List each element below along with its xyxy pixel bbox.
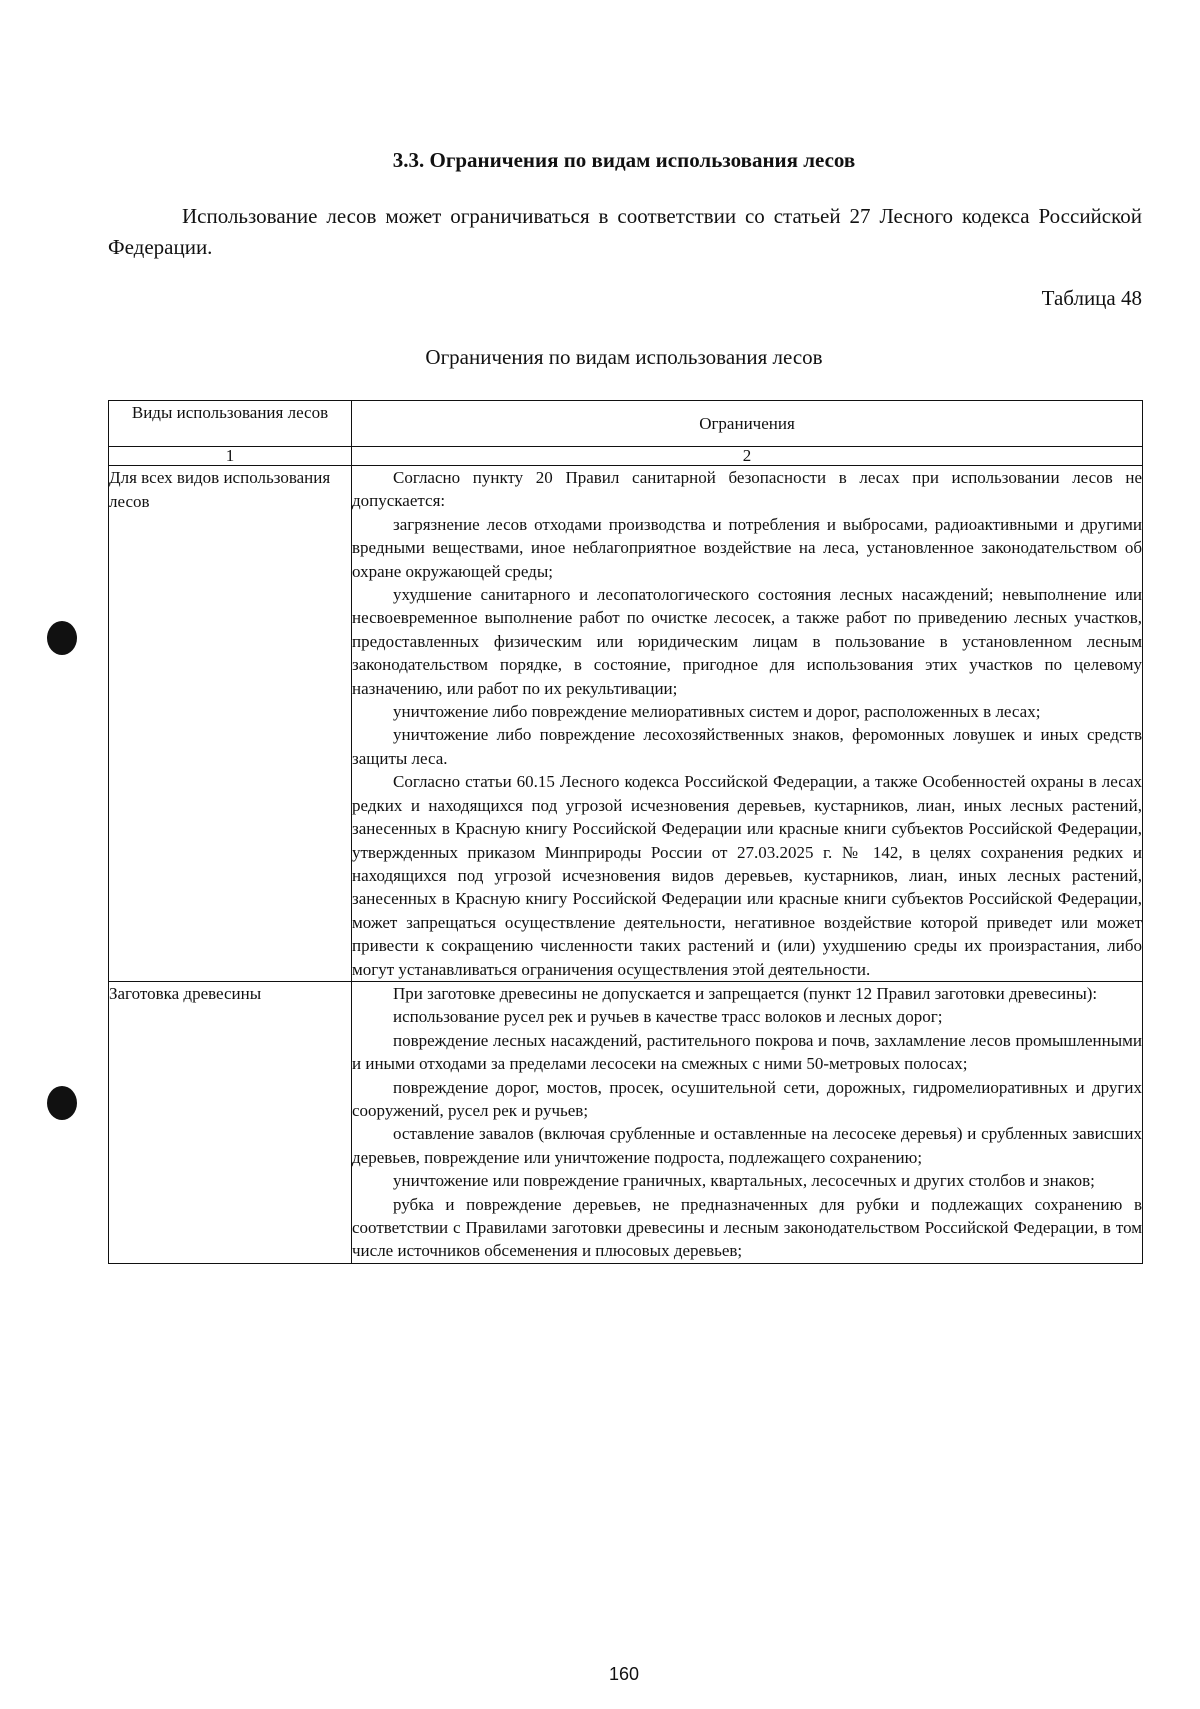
restriction-paragraph: уничтожение или повреждение граничных, квартальных, лесосечных и других столбов и знаков; [393,1171,1095,1191]
column-numbers-row [109,447,1143,466]
table-header-row [109,401,1143,447]
table-title: Ограничения по видам использования лесов [425,345,823,369]
restriction-paragraph: рубка и повреждение деревьев, не предназначенных для рубки и подлежащих сохранению в соответствии с Правилами заготовки древесины и лесным законодательством Российской Федерации, в том числе источников обсеменения и плюсовых деревьев; [352,1194,1142,1261]
usage-type-all: Для всех видов использования лесов [109,466,352,982]
restriction-paragraph: оставление завалов (включая срубленные и оставленные на лесосеке деревья) и срубленных зависших деревьев, повреждение или уничтожение подроста, подлежащего сохранению; [352,1124,1142,1167]
table-number: Таблица 48 [1041,286,1142,310]
restriction-paragraph: использование русел рек и ручьев в качестве трасс волоков и лесных дорог; [393,1007,943,1027]
punch-hole-top [47,621,77,655]
table-row [109,466,1143,982]
section-title: 3.3. Ограничения по видам использования лесов [392,148,856,172]
restriction-paragraph: повреждение лесных насаждений, растительного покрова и почв, захламление лесов промышленными и иными отходами за пределами лесосеки на смежных с ними 50-метровых полосах; [352,1030,1142,1074]
restriction-paragraph: Согласно пункту 20 Правил санитарной безопасности в лесах при использовании лесов не допускается: [352,468,1142,511]
intro-paragraph: Использование лесов может ограничиваться в соответствии со статьей 27 Лесного кодекса Российской Федерации. [108,204,1142,259]
column-number-2: 2 [352,447,1143,466]
restrictions-timber [352,981,1143,1263]
column-number-1: 1 [109,447,352,466]
usage-type-timber: Заготовка древесины [109,981,352,1263]
restriction-paragraph: уничтожение либо повреждение мелиоративных систем и дорог, расположенных в лесах; [393,702,1041,722]
restriction-paragraph: При заготовке древесины не допускается и запрещается (пункт 12 Правил заготовки древесины): [393,983,1098,1003]
restriction-paragraph: ухудшение санитарного и лесопатологического состояния лесных насаждений; невыполнение или несвоевременное выполнение работ по очистке лесосек, а также работ по приведению лесных участков, предоставленных физическим или юридическим лицам в пользование в установленном лесным законодательством порядке, в состояние, пригодное для использования этих участков по целевому назначению, или работ по их рекультивации; [352,585,1142,698]
restriction-paragraph: уничтожение либо повреждение лесохозяйственных знаков, феромонных ловушек и иных средств защиты леса. [352,725,1142,768]
punch-hole-bottom [47,1086,77,1120]
restrictions-table [108,400,1143,1264]
page-number: 160 [608,1664,640,1684]
header-restrictions: Ограничения [352,401,1143,447]
table-row [109,981,1143,1263]
header-usage-types: Виды использования лесов [109,401,352,447]
restriction-paragraph: повреждение дорог, мостов, просек, осушительной сети, дорожных, гидромелиоративных и других сооружений, русел рек и ручьев; [352,1077,1142,1120]
restriction-paragraph: загрязнение лесов отходами производства и потребления и выбросами, радиоактивными и другими вредными веществами, иное неблагоприятное воздействие на леса, установленное законодательством об охране окружающей среды; [352,514,1142,581]
restrictions-all [352,466,1143,982]
restriction-paragraph: Согласно статьи 60.15 Лесного кодекса Российской Федерации, а также Особенностей охраны в лесах редких и находящихся под угрозой исчезновения деревьев, кустарников, лиан, иных лесных растений, занесенных в Красную книгу Российской Федерации или красные книги субъектов Российской Федерации, утвержденных приказом Минприроды России от 27.03.2025 г. № 142, в целях сохранения редких и находящихся под угрозой исчезновения видов деревьев, кустарников, лиан, иных лесных растений, занесенных в Красную книгу Российской Федерации или красные книги субъектов Российской Федерации, может запрещаться осуществление деятельности, негативное воздействие которой приведет или может привести к сокращению численности таких растений и (или) ухудшению среды их произрастания, либо могут устанавливаться ограничения осуществления этой деятельности. [352,772,1142,979]
